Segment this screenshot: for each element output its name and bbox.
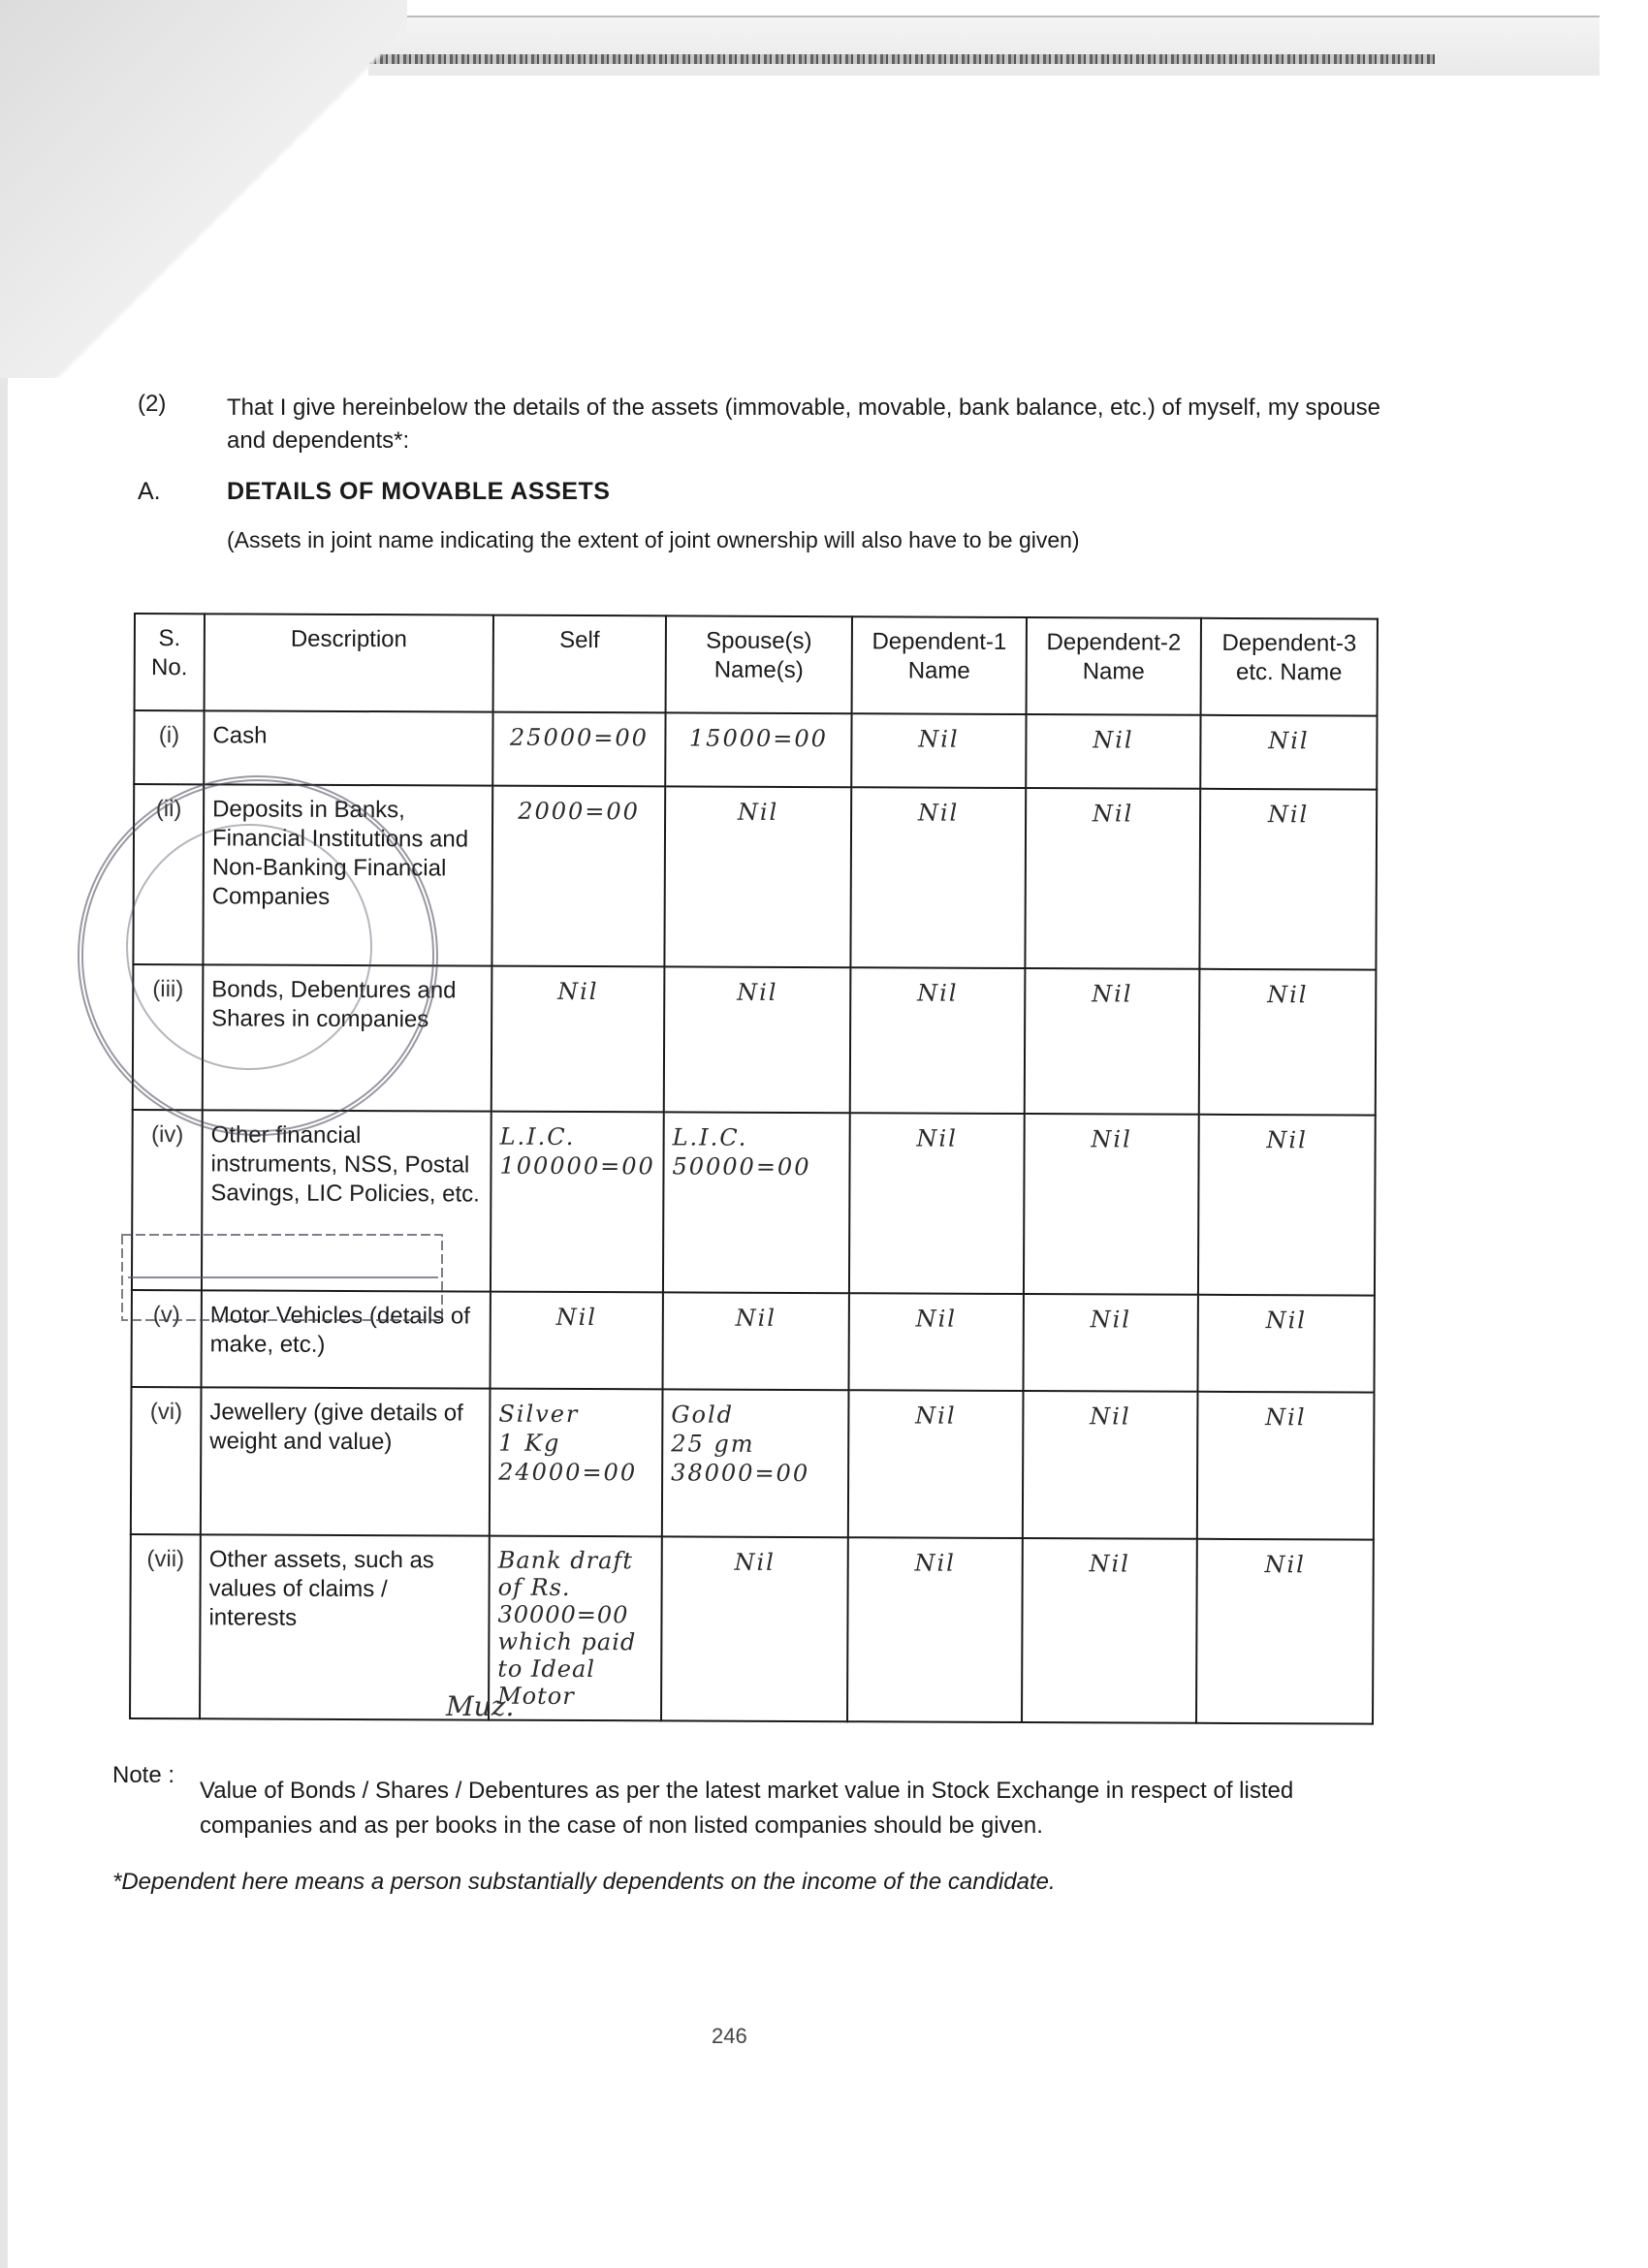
row-sno: (i) <box>134 710 204 784</box>
dependent-3-value: Nil <box>1198 1115 1376 1296</box>
dependent-3-value: Nil <box>1196 1539 1374 1724</box>
spouse-value-line: Gold <box>671 1401 735 1429</box>
spouse-value <box>663 1112 850 1293</box>
spouse-value: Nil <box>661 1536 848 1721</box>
table-row <box>133 964 1377 1116</box>
dependent-1-value: Nil <box>848 1390 1024 1538</box>
intro-paragraph: That I give hereinbelow the details of the assets (immovable, movable, bank balance, etc.) of myself, my spouse and dependents*: <box>227 394 1380 454</box>
dependent-2-value: Nil <box>1026 714 1200 789</box>
row-sno: (vii) <box>130 1534 201 1718</box>
row-sno: (iv) <box>132 1110 203 1290</box>
dependent-2-value: Nil <box>1023 1391 1198 1539</box>
row-sno: (iii) <box>133 964 204 1110</box>
section-subheading: (Assets in joint name indicating the extent of joint ownership will also have to be given) <box>227 527 1080 552</box>
dependent-2-value: Nil <box>1022 1538 1197 1723</box>
self-value <box>489 1536 662 1721</box>
dependent-footnote: *Dependent here means a person substantially dependents on the income of the candidate. <box>112 1869 1056 1895</box>
self-value-line: 24000=00 <box>498 1458 638 1487</box>
row-sno: (vi) <box>131 1387 202 1534</box>
header-spouse: Spouse(s) Name(s) <box>666 615 852 713</box>
row-description: Other financial instruments, NSS, Postal Savings, LIC Policies, etc. <box>202 1110 491 1291</box>
handwritten-continuation: Muz. <box>446 1690 515 1722</box>
header-description: Description <box>205 614 493 711</box>
spouse-value: Nil <box>663 1292 849 1390</box>
note-label: Note : <box>112 1762 175 1788</box>
dependent-1-value: Nil <box>850 787 1026 968</box>
header-dependent-1: Dependent-1 Name <box>852 616 1027 714</box>
row-description: Motor Vehicles (details of make, etc.) <box>202 1290 491 1388</box>
spouse-value: Nil <box>664 966 851 1113</box>
table-row <box>130 1534 1374 1724</box>
self-value-line: Silver <box>498 1400 580 1429</box>
spouse-value-line: 25 gm <box>671 1430 755 1458</box>
self-value-line: to Ideal Motor <box>497 1654 596 1710</box>
page-corner-fold <box>0 0 407 378</box>
table-row <box>134 710 1377 790</box>
dependent-1-value: Nil <box>847 1537 1023 1722</box>
row-sno: (v) <box>132 1290 202 1387</box>
row-description: Jewellery (give details of weight and value) <box>201 1387 491 1535</box>
self-value-line: L.I.C. <box>499 1122 576 1150</box>
header-dependent-3: Dependent-3 etc. Name <box>1201 618 1378 716</box>
self-value: 2000=00 <box>491 786 665 967</box>
dependent-2-value: Nil <box>1024 1294 1198 1392</box>
spouse-value-line: 38000=00 <box>671 1459 810 1488</box>
dependent-2-value: Nil <box>1024 1114 1199 1295</box>
table-row <box>132 1290 1375 1393</box>
section-letter: A. <box>138 478 161 505</box>
note-text: Value of Bonds / Shares / Debentures as per the latest market value in Stock Exchange in respect of listed companies and as per books in the case of non listed companies should be given. <box>200 1778 1294 1839</box>
scan-underlying-page-edge <box>368 54 1435 64</box>
dependent-3-value: Nil <box>1199 969 1377 1116</box>
table-row <box>132 1110 1376 1296</box>
page-number: 246 <box>712 2024 747 2048</box>
row-sno: (ii) <box>133 784 204 964</box>
self-value: 25000=00 <box>492 712 665 787</box>
row-description: Cash <box>204 710 492 785</box>
self-value-line: 100000=00 <box>499 1151 655 1181</box>
spouse-value-line: L.I.C. <box>672 1123 748 1151</box>
header-dependent-2: Dependent-2 Name <box>1027 617 1201 715</box>
dependent-3-value: Nil <box>1198 1295 1375 1393</box>
table-header-row <box>135 614 1378 716</box>
spouse-value: Nil <box>664 786 851 967</box>
self-value <box>491 1112 664 1293</box>
spouse-value-line: 50000=00 <box>672 1152 811 1181</box>
spouse-value <box>662 1389 849 1537</box>
self-value-line: Bank draft <box>497 1546 634 1575</box>
scan-top-strip <box>368 16 1600 76</box>
dependent-1-value: Nil <box>850 967 1026 1114</box>
movable-assets-table <box>129 613 1379 1725</box>
table-row <box>133 784 1377 970</box>
self-value: Nil <box>491 1292 663 1390</box>
dependent-1-value: Nil <box>851 713 1026 788</box>
dependent-2-value: Nil <box>1025 968 1200 1115</box>
dependent-2-value: Nil <box>1025 788 1200 969</box>
dependent-3-value: Nil <box>1200 715 1377 790</box>
self-value <box>490 1389 663 1537</box>
row-description: Bonds, Debentures and Shares in companies <box>203 964 492 1111</box>
self-value-line: of Rs. 30000=00 <box>497 1573 629 1629</box>
row-description: Other assets, such as values of claims / interests <box>200 1534 490 1719</box>
dependent-3-value: Nil <box>1199 789 1377 970</box>
header-sno: S. No. <box>135 614 205 710</box>
dependent-3-value: Nil <box>1197 1392 1375 1540</box>
self-value-line: which paid <box>497 1627 637 1656</box>
spouse-value: 15000=00 <box>665 712 851 787</box>
paragraph-number: (2) <box>138 391 167 417</box>
dependent-1-value: Nil <box>849 1113 1025 1294</box>
table-row <box>131 1387 1375 1540</box>
self-value: Nil <box>491 966 665 1113</box>
row-description: Deposits in Banks, Financial Institutions and Non-Banking Financial Companies <box>203 784 492 965</box>
dependent-1-value: Nil <box>849 1293 1024 1391</box>
section-heading: DETAILS OF MOVABLE ASSETS <box>227 478 611 505</box>
header-self: Self <box>493 615 666 713</box>
scan-left-edge <box>0 378 8 2268</box>
self-value-line: 1 Kg <box>498 1429 561 1457</box>
